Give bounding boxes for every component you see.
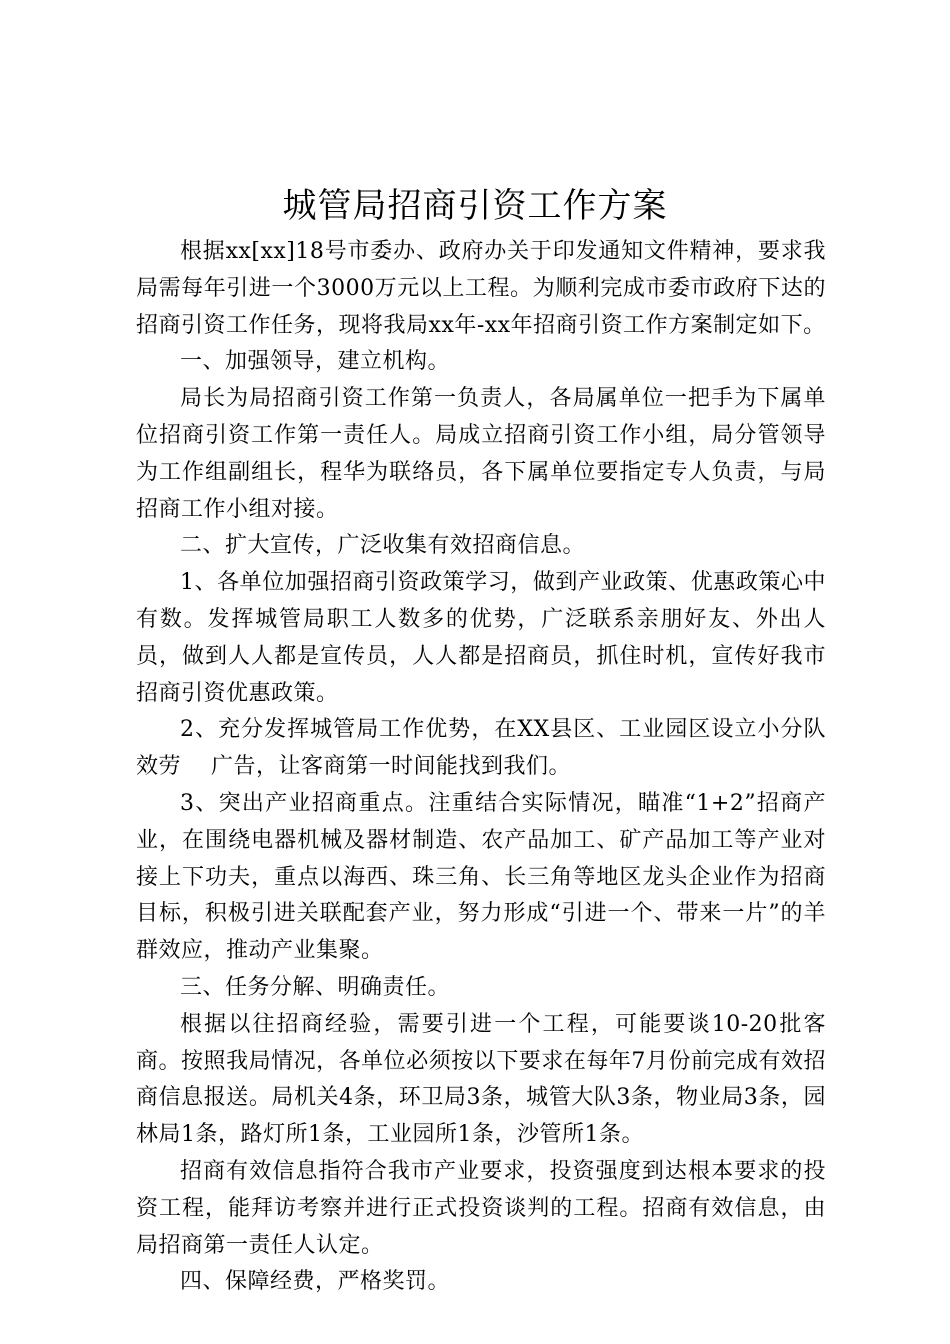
section-heading-4: 四、保障经费，严格奖罚。 [180,1269,451,1295]
paragraph-intro: 根据xx[xx]18号市委办、政府办关于印发通知文件精神，要求我局需每年引进一个3000万元以上工程。为顺利完成市委市政府下达的招商引资工作任务，现将我局xx年-xx年招商引资工作方案制定如下。 [136,239,826,338]
section-heading-1: 一、加强领导，建立机构。 [180,349,451,375]
document-title: 城管局招商引资工作方案 [282,186,668,226]
section-heading-3: 三、任务分解、明确责任。 [180,974,451,1000]
paragraph-task-quota: 根据以往招商经验，需要引进一个工程，可能要谈10-20批客商。按照我局情况，各单位必须按以下要求在每年7月份前完成有效招商信息报送。局机关4条，环卫局3条，城管大队3条，物业局3条，园林局1条，路灯所1条，工业园所1条，沙管所1条。 [136,1011,826,1148]
paragraph-leadership: 局长为局招商引资工作第一负责人，各局属单位一把手为下属单位招商引资工作第一责任人。局成立招商引资工作小组，局分管领导为工作组副组长，程华为联络员，各下属单位要指定专人负责，与局招商工作小组对接。 [136,386,826,522]
paragraph-item-1: 1、各单位加强招商引资政策学习，做到产业政策、优惠政策心中有数。发挥城管局职工人数多的优势，广泛联系亲朋好友、外出人员，做到人人都是宣传员，人人都是招商员，抓住时机，宣传好我市招商引资优惠政策。 [136,570,826,706]
section-heading-2: 二、扩大宣传，广泛收集有效招商信息。 [180,533,586,559]
paragraph-item-2: 2、充分发挥城管局工作优势，在XX县区、工业园区设立小分队效劳 广告，让客商第一时间能找到我们。 [136,717,826,780]
paragraph-item-3: 3、突出产业招商重点。注重结合实际情况，瞄准“1+2”招商产业，在围绕电器机械及器材制造、农产品加工、矿产品加工等产业对接上下功夫，重点以海西、珠三角、长三角等地区龙头企业作为招商目标，积极引进关联配套产业，努力形成“引进一个、带来一片”的羊群效应，推动产业集聚。 [136,790,826,964]
document-body [136,234,826,1301]
paragraph-valid-info: 招商有效信息指符合我市产业要求，投资强度到达根本要求的投资工程，能拜访考察并进行正式投资谈判的工程。招商有效信息，由局招商第一责任人认定。 [136,1158,826,1258]
